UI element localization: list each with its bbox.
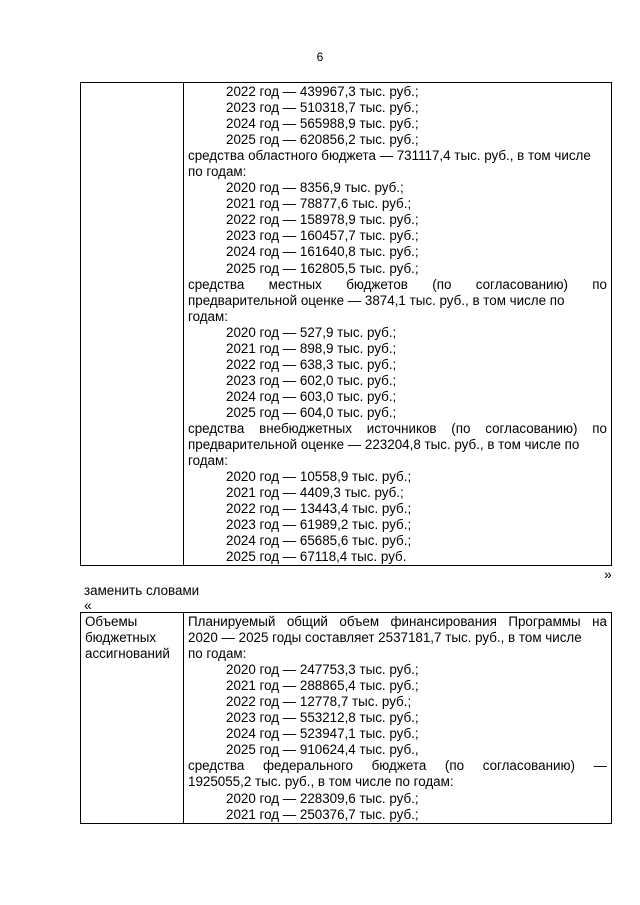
year-amount-line: 2025 год — 910624,4 тыс. руб., xyxy=(226,742,419,758)
text-line: 2020 — 2025 годы составляет 2537181,7 тыс. руб., в том числе xyxy=(188,630,582,646)
word: — xyxy=(593,758,607,774)
label-line: ассигнований xyxy=(85,646,170,662)
year-amount-line: 2023 год — 160457,7 тыс. руб.; xyxy=(226,228,419,244)
table-content-cell xyxy=(184,83,612,566)
year-amount-line: 2022 год — 638,3 тыс. руб.; xyxy=(226,356,397,372)
year-amount-line: 2024 год — 603,0 тыс. руб.; xyxy=(226,388,397,404)
word: внебюджетных xyxy=(259,420,352,436)
year-amount-line: 2024 год — 65685,6 тыс. руб.; xyxy=(226,533,412,549)
year-amount-line: 2021 год — 288865,4 тыс. руб.; xyxy=(226,678,419,694)
label-line: бюджетных xyxy=(85,630,157,646)
word: местных xyxy=(268,276,322,292)
year-amount-line: 2022 год — 13443,4 тыс. руб.; xyxy=(226,501,412,517)
year-amount-line: 2023 год — 510318,7 тыс. руб.; xyxy=(226,100,419,116)
word: согласованию) xyxy=(485,420,578,436)
word: (по xyxy=(432,276,452,292)
page-number: 6 xyxy=(316,50,324,64)
year-amount-line: 2021 год — 898,9 тыс. руб.; xyxy=(226,340,397,356)
text-line: предварительной оценке — 3874,1 тыс. руб., в том числе по xyxy=(188,292,565,308)
funding-lines xyxy=(188,614,607,823)
word: согласованию) xyxy=(475,276,568,292)
text-line: годам: xyxy=(188,453,228,469)
year-amount-line: 2024 год — 161640,8 тыс. руб.; xyxy=(226,244,419,260)
word: (по xyxy=(444,758,465,774)
year-amount-line: 2025 год — 67118,4 тыс. руб. xyxy=(226,549,407,565)
text-line xyxy=(188,277,607,293)
word: объем xyxy=(339,614,380,629)
year-amount-line: 2025 год — 620856,2 тыс. руб.; xyxy=(226,132,419,148)
year-amount-line: 2024 год — 565988,9 тыс. руб.; xyxy=(226,116,419,132)
year-amount-line: 2020 год — 228309,6 тыс. руб.; xyxy=(226,790,419,806)
text-line: средства областного бюджета — 731117,4 тыс. руб., в том числе xyxy=(188,148,591,164)
year-amount-line: 2021 год — 78877,6 тыс. руб.; xyxy=(226,196,412,212)
word: средства xyxy=(188,758,245,774)
table-content-cell xyxy=(184,613,612,824)
text-line: 1925055,2 тыс. руб., в том числе по годам: xyxy=(188,774,454,790)
closing-quote: » xyxy=(604,566,612,582)
year-amount-line: 2023 год — 602,0 тыс. руб.; xyxy=(226,372,397,388)
word: общий xyxy=(286,614,328,629)
funding-table-new xyxy=(80,612,612,824)
text-line: предварительной оценке — 223204,8 тыс. руб., в том числе по xyxy=(188,437,580,453)
word: средства xyxy=(188,276,245,292)
year-amount-line: 2023 год — 61989,2 тыс. руб.; xyxy=(226,517,412,533)
word: согласованию) xyxy=(482,758,575,774)
year-amount-line: 2022 год — 158978,9 тыс. руб.; xyxy=(226,212,419,228)
year-amount-line: 2024 год — 523947,1 тыс. руб.; xyxy=(226,726,419,742)
funding-lines xyxy=(188,84,607,565)
table-row xyxy=(81,83,612,566)
text-line: по годам: xyxy=(188,646,247,662)
word: финансирования xyxy=(390,614,497,629)
word: бюджетов xyxy=(346,276,408,292)
word: на xyxy=(592,614,607,629)
text-line xyxy=(188,758,607,774)
text-line xyxy=(188,421,607,437)
funding-table-old xyxy=(80,82,612,566)
word: источников xyxy=(366,420,437,436)
table-label-cell xyxy=(81,83,184,566)
text-line: по годам: xyxy=(188,164,247,180)
year-amount-line: 2023 год — 553212,8 тыс. руб.; xyxy=(226,710,419,726)
year-amount-line: 2025 год — 604,0 тыс. руб.; xyxy=(226,404,397,420)
table-label-cell xyxy=(81,613,184,824)
year-amount-line: 2020 год — 527,9 тыс. руб.; xyxy=(226,324,397,340)
table-row xyxy=(81,613,612,824)
word: по xyxy=(592,420,607,436)
year-amount-line: 2020 год — 247753,3 тыс. руб.; xyxy=(226,662,419,678)
year-amount-line: 2020 год — 8356,9 тыс. руб.; xyxy=(226,180,404,196)
word: Программы xyxy=(508,614,581,629)
replace-instruction: заменить словами xyxy=(84,583,200,598)
word: по xyxy=(592,276,607,292)
year-amount-line: 2022 год — 439967,3 тыс. руб.; xyxy=(226,84,419,99)
word: бюджета xyxy=(371,758,427,774)
year-amount-line: 2022 год — 12778,7 тыс. руб.; xyxy=(226,694,412,710)
year-amount-line: 2021 год — 250376,7 тыс. руб.; xyxy=(226,806,419,822)
year-amount-line: 2025 год — 162805,5 тыс. руб.; xyxy=(226,260,419,276)
label-line: Объемы xyxy=(85,614,138,629)
year-amount-line: 2020 год — 10558,9 тыс. руб.; xyxy=(226,469,412,485)
text-line: годам: xyxy=(188,308,228,324)
opening-quote: « xyxy=(84,597,92,613)
text-line xyxy=(188,614,607,630)
word: средства xyxy=(188,420,245,436)
year-amount-line: 2021 год — 4409,3 тыс. руб.; xyxy=(226,485,404,501)
word: (по xyxy=(451,420,471,436)
word: федерального xyxy=(263,758,353,774)
word: Планируемый xyxy=(188,614,276,629)
